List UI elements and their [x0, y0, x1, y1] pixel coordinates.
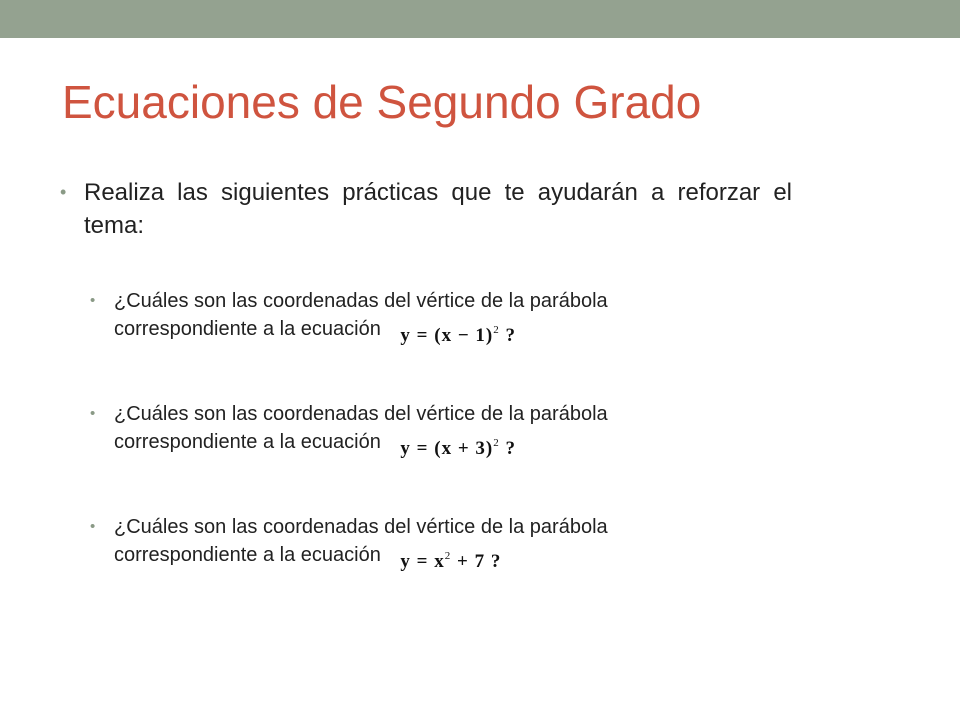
question-item-1	[88, 287, 774, 350]
question-line-1: ¿Cuáles son las coordenadas del vértice de la parábola	[114, 516, 608, 538]
intro-text: Realiza las siguientes prácticas que te ayudarán a reforzar el tema:	[84, 179, 792, 239]
question-line-2	[114, 428, 774, 463]
bullet-icon: •	[90, 292, 96, 309]
slide-title: Ecuaciones de Segundo Grado	[62, 76, 702, 128]
formula-main: y = (x + 3)	[400, 438, 494, 459]
formula-exponent: 2	[493, 437, 500, 449]
formula-exponent: 2	[444, 550, 452, 562]
bullet-icon: •	[90, 518, 96, 535]
question-line-2	[114, 315, 774, 350]
formula-tail: ?	[499, 325, 516, 346]
formula-main: y = (x − 1)	[400, 325, 494, 346]
equation-formula	[400, 548, 501, 576]
question-item-3	[88, 513, 774, 576]
question-text: correspondiente a la ecuación	[114, 431, 381, 453]
formula-tail: ?	[499, 438, 516, 459]
question-line-2	[114, 541, 774, 576]
top-accent-bar	[0, 0, 960, 38]
formula-exponent: 2	[493, 324, 500, 336]
bullet-icon: •	[60, 182, 67, 202]
question-text: correspondiente a la ecuación	[114, 544, 381, 566]
bullet-icon: •	[90, 405, 96, 422]
question-item-2	[88, 400, 774, 463]
question-line-1: ¿Cuáles son las coordenadas del vértice de la parábola	[114, 403, 608, 425]
question-text: correspondiente a la ecuación	[114, 318, 381, 340]
question-line-1: ¿Cuáles son las coordenadas del vértice de la parábola	[114, 290, 608, 312]
intro-bullet	[58, 176, 792, 242]
slide-content	[58, 176, 798, 576]
formula-tail: + 7 ?	[451, 551, 502, 572]
formula-main: y = x	[400, 551, 445, 572]
equation-formula	[400, 435, 516, 463]
equation-formula	[400, 322, 516, 350]
